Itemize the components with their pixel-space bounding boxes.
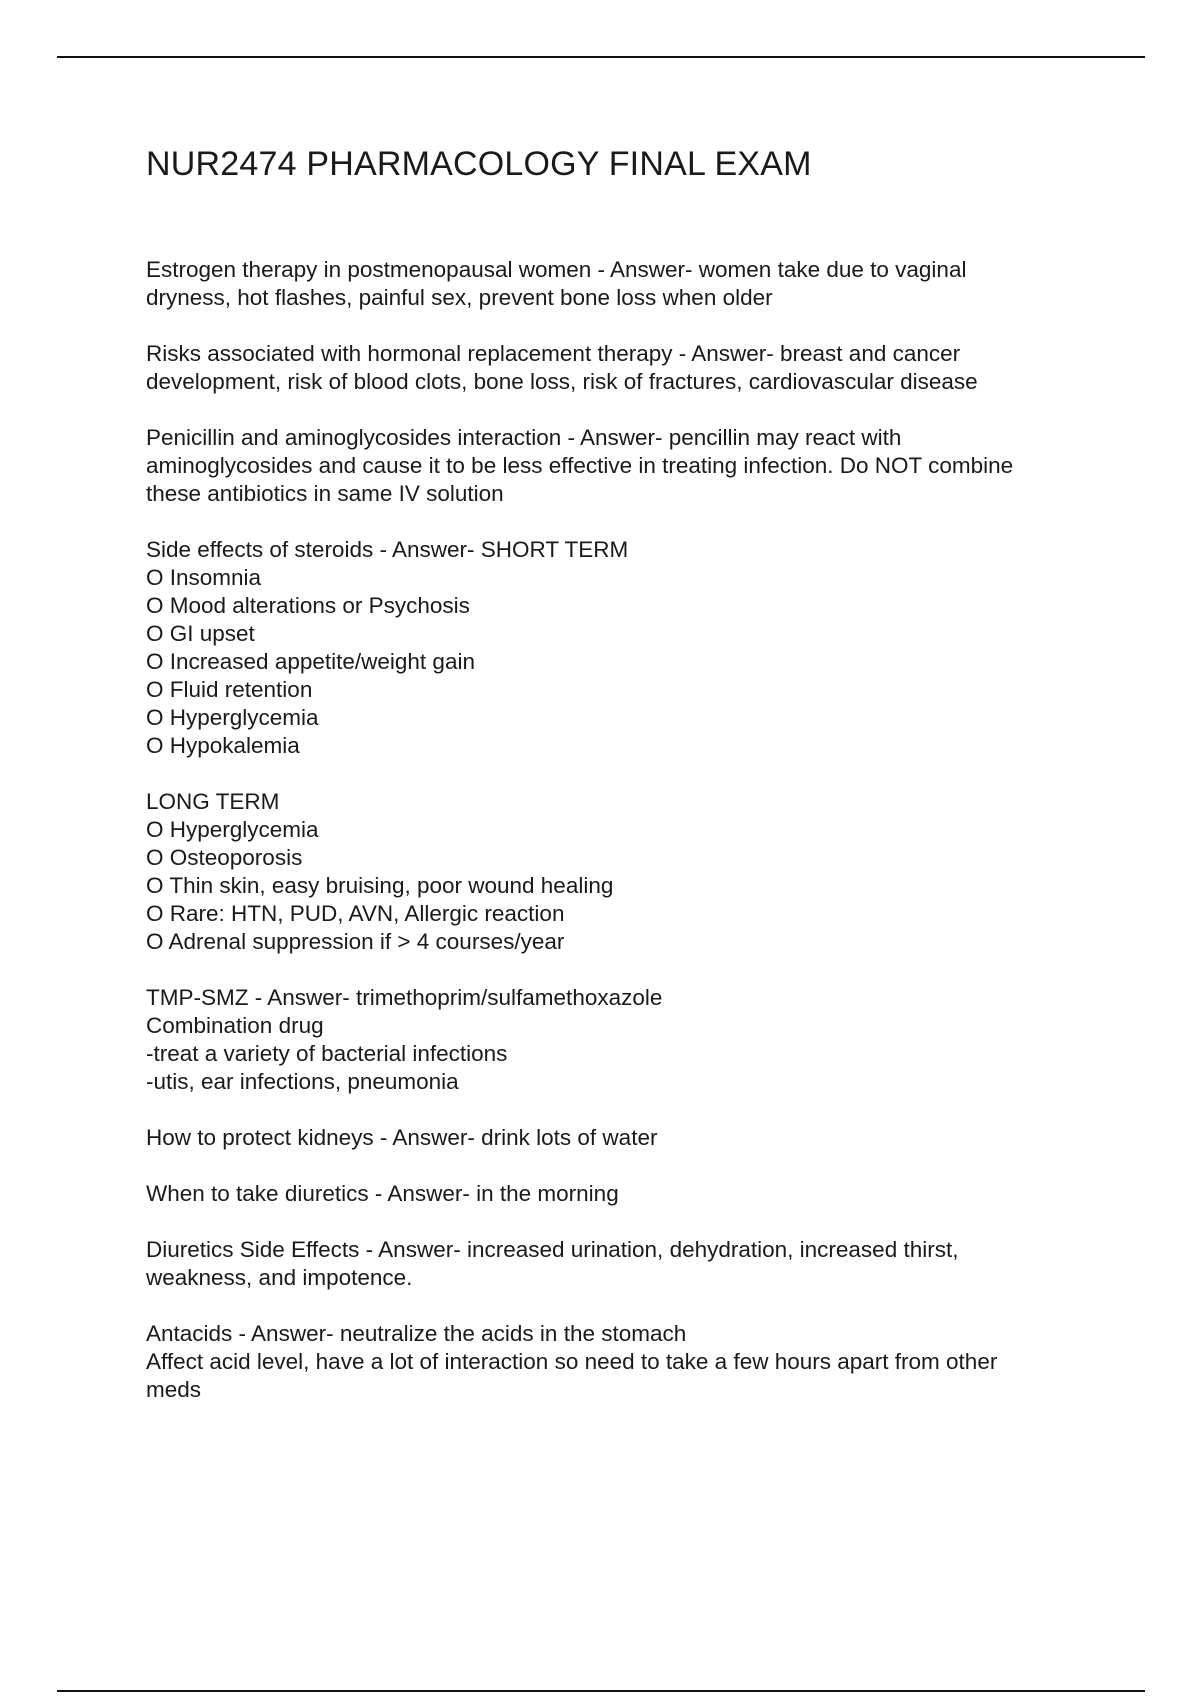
qa-entry-steroids-short-term [146, 536, 1096, 760]
list-item: O Mood alterations or Psychosis [146, 593, 470, 618]
text-line: LONG TERM [146, 789, 280, 814]
list-item: O GI upset [146, 621, 255, 646]
top-rule [57, 56, 1145, 58]
text-line: meds [146, 1377, 202, 1402]
qa-entry-diuretics-side-effects [146, 1236, 1096, 1292]
document-title: NUR2474 PHARMACOLOGY FINAL EXAM [146, 145, 812, 183]
list-item: -treat a variety of bacterial infections [146, 1041, 508, 1066]
bottom-rule [57, 1690, 1145, 1692]
text-line: weakness, and impotence. [146, 1265, 413, 1290]
list-item: O Hypokalemia [146, 733, 300, 758]
list-item: -utis, ear infections, pneumonia [146, 1069, 459, 1094]
text-line: Side effects of steroids - Answer- SHORT TERM [146, 537, 629, 562]
text-line: When to take diuretics - Answer- in the morning [146, 1181, 619, 1206]
list-item: O Thin skin, easy bruising, poor wound healing [146, 873, 614, 898]
text-line: Diuretics Side Effects - Answer- increased urination, dehydration, increased thirst, [146, 1237, 959, 1262]
qa-entry-steroids-long-term [146, 788, 1096, 956]
qa-entry-kidneys [146, 1124, 1096, 1152]
text-line: How to protect kidneys - Answer- drink lots of water [146, 1125, 658, 1150]
list-item: O Rare: HTN, PUD, AVN, Allergic reaction [146, 901, 565, 926]
qa-entry-estrogen [146, 256, 1096, 312]
document-body [146, 256, 1096, 1432]
qa-entry-antacids [146, 1320, 1096, 1404]
text-line: Risks associated with hormonal replacement therapy - Answer- breast and cancer [146, 341, 961, 366]
qa-entry-diuretics-timing [146, 1180, 1096, 1208]
qa-entry-hrt-risks [146, 340, 1096, 396]
list-item: O Adrenal suppression if > 4 courses/year [146, 929, 565, 954]
list-item: O Hyperglycemia [146, 705, 319, 730]
text-line: Antacids - Answer- neutralize the acids in the stomach [146, 1321, 687, 1346]
list-item: O Increased appetite/weight gain [146, 649, 475, 674]
text-line: these antibiotics in same IV solution [146, 481, 504, 506]
qa-entry-penicillin [146, 424, 1096, 508]
qa-entry-tmp-smz [146, 984, 1096, 1096]
text-line: Affect acid level, have a lot of interaction so need to take a few hours apart from other [146, 1349, 998, 1374]
text-line: dryness, hot flashes, painful sex, prevent bone loss when older [146, 285, 773, 310]
list-item: O Osteoporosis [146, 845, 303, 870]
text-line: Combination drug [146, 1013, 324, 1038]
list-item: O Fluid retention [146, 677, 313, 702]
list-item: O Insomnia [146, 565, 262, 590]
text-line: Estrogen therapy in postmenopausal women - Answer- women take due to vaginal [146, 257, 967, 282]
list-item: O Hyperglycemia [146, 817, 319, 842]
text-line: Penicillin and aminoglycosides interaction - Answer- pencillin may react with [146, 425, 902, 450]
text-line: development, risk of blood clots, bone loss, risk of fractures, cardiovascular disease [146, 369, 978, 394]
text-line: TMP-SMZ - Answer- trimethoprim/sulfamethoxazole [146, 985, 663, 1010]
text-line: aminoglycosides and cause it to be less effective in treating infection. Do NOT combine [146, 453, 1014, 478]
